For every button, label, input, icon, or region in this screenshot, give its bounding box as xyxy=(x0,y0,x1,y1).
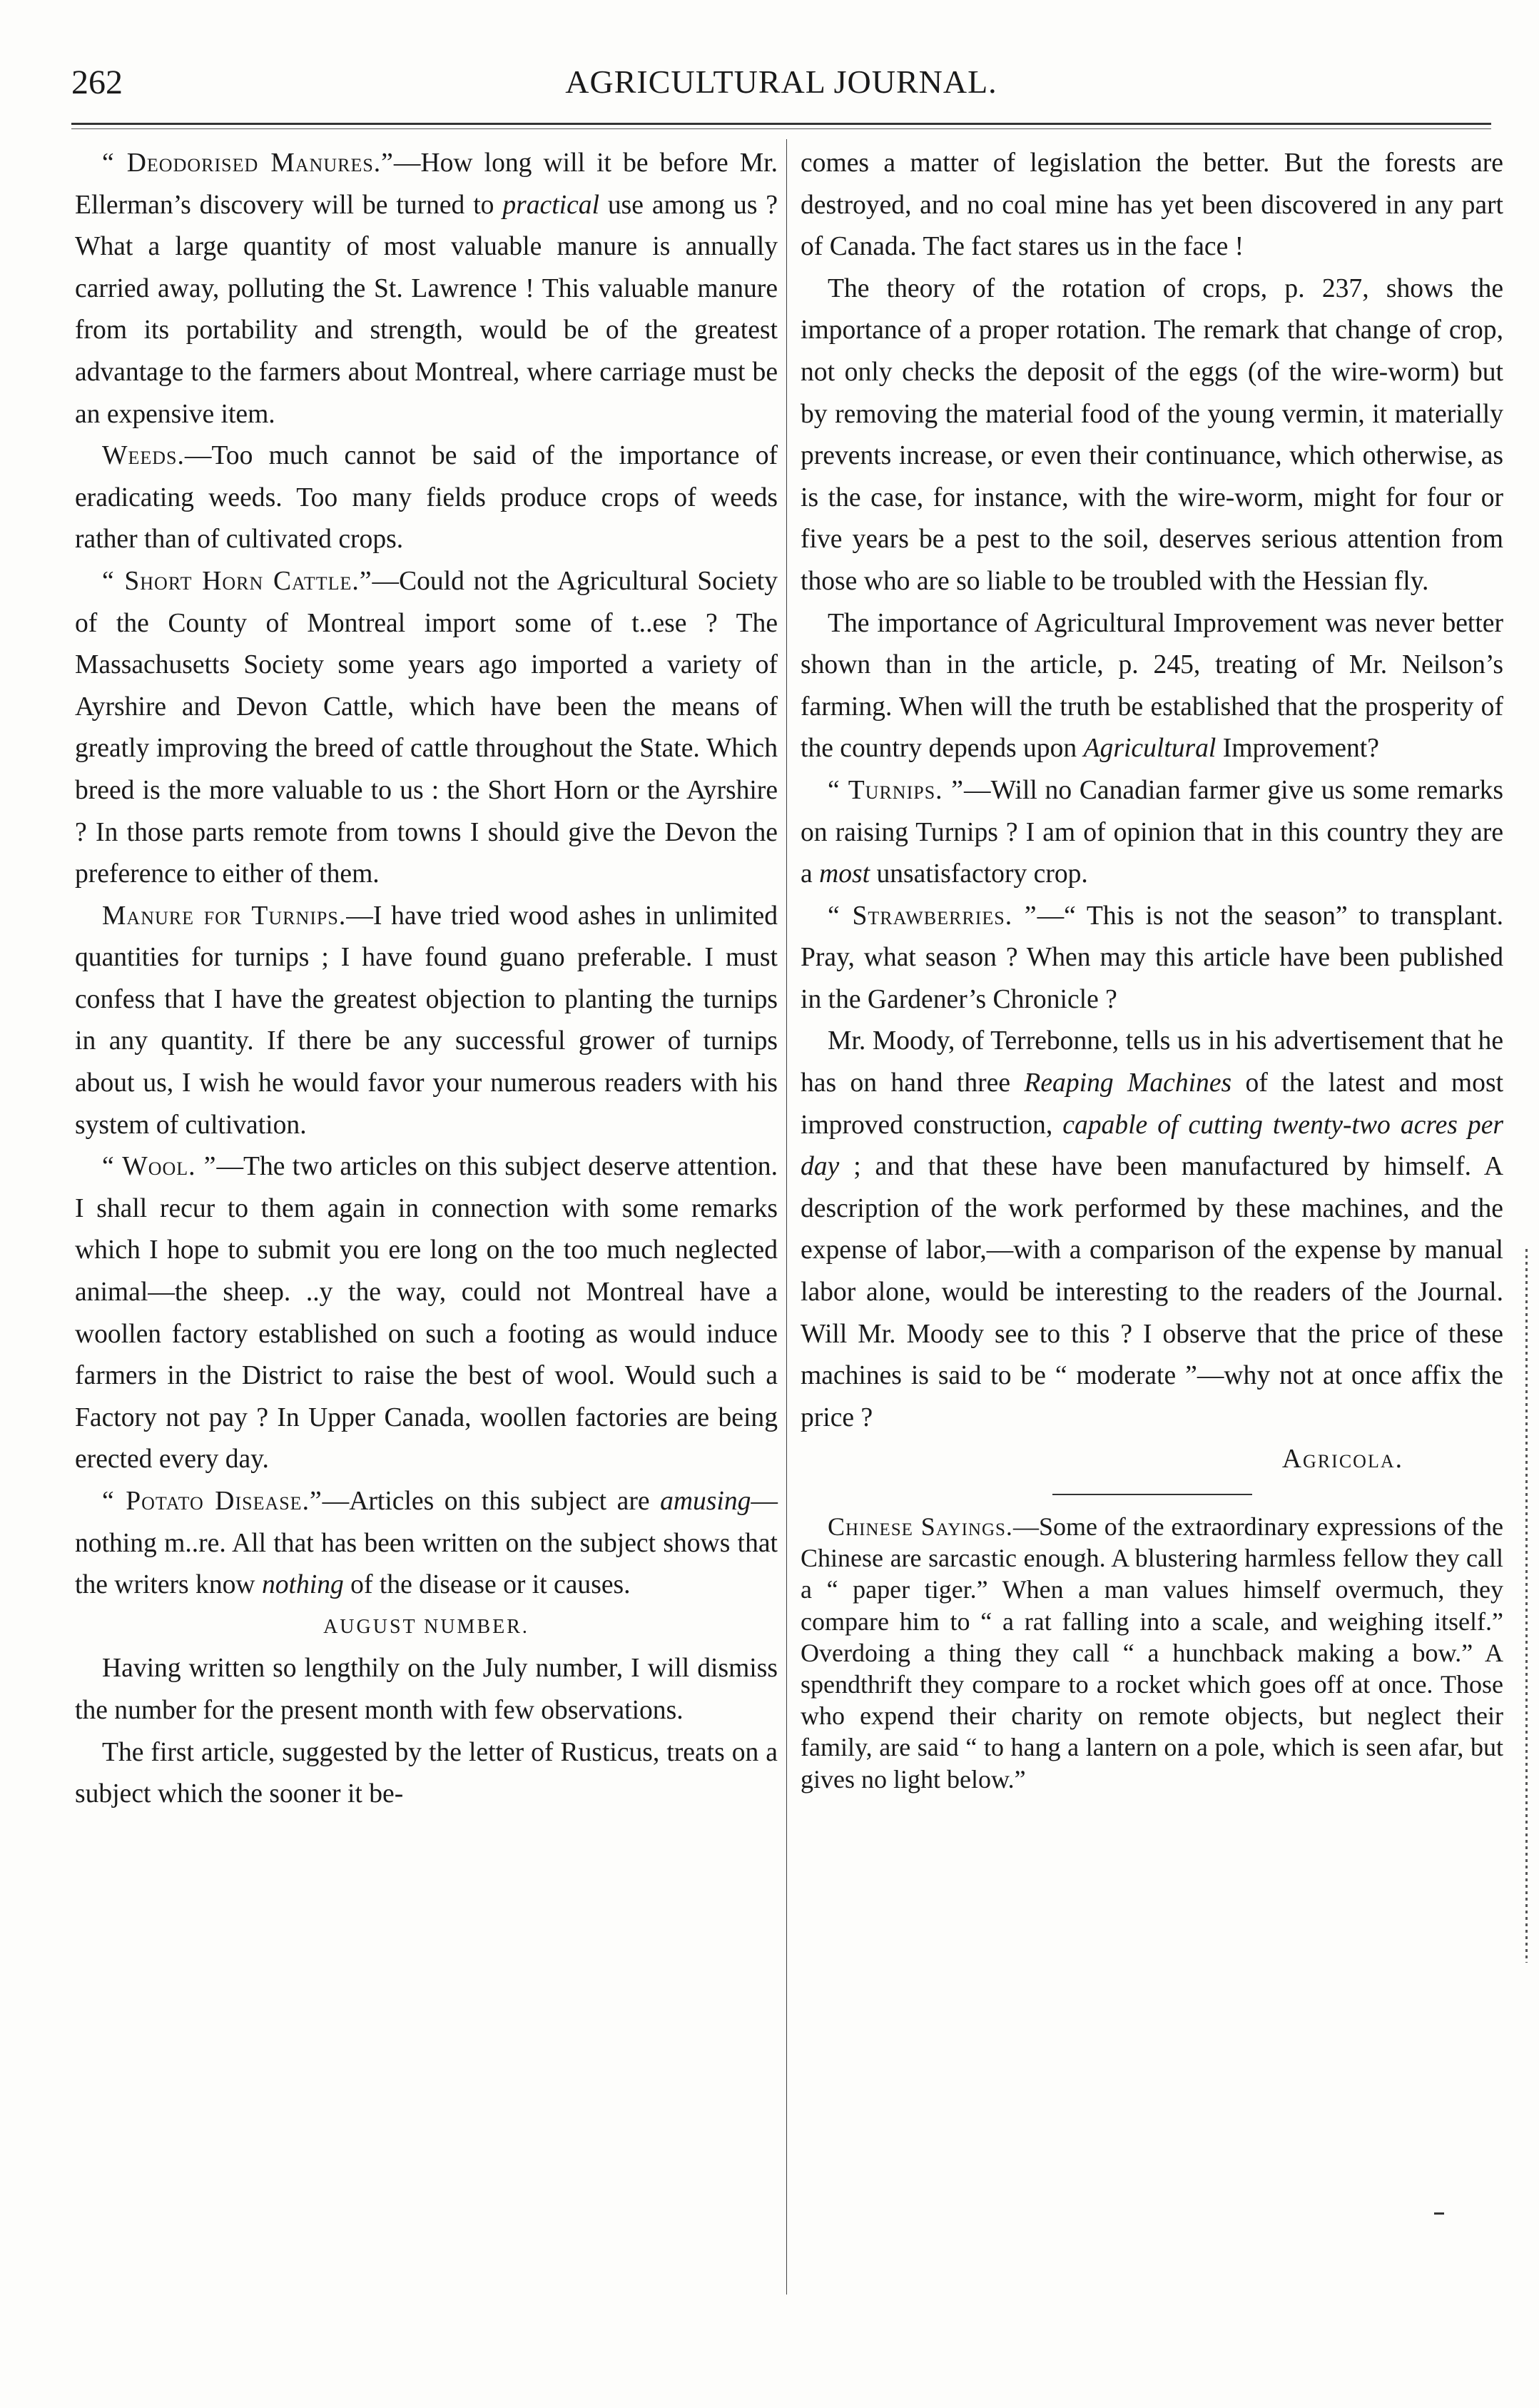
text: —How long will it be before Mr. Ellerman’s discovery will be turned to xyxy=(75,148,778,220)
journal-title: AGRICULTURAL JOURNAL. xyxy=(565,64,997,100)
page-number: 262 xyxy=(71,64,123,101)
emphasis: practical xyxy=(502,190,600,220)
paragraph-potato-disease xyxy=(75,1481,778,1607)
text: —Articles on this subject are xyxy=(322,1487,661,1516)
paragraph-reaping-machines xyxy=(801,1021,1503,1439)
text: Improvement? xyxy=(1216,734,1379,764)
emphasis: nothing xyxy=(261,1570,344,1600)
header-rule-thin xyxy=(71,128,1491,129)
paragraph-weeds xyxy=(75,435,778,561)
text: —“ This is not the season” to transplant. Pray, what season ? When may this article have been published in the Gardener’s Chronicle ? xyxy=(801,901,1503,1014)
text: Mr. Moody, of Terrebonne, tells us in his advertisement that he has on hand three xyxy=(801,1026,1503,1098)
lead-manure-for-turnips: Manure for Turnips. xyxy=(102,901,347,931)
paragraph-continuation: comes a matter of legislation the better. But the forests are destroyed, and no coal mine has yet been discovered in any part of Canada. The fact stares us in the face ! xyxy=(801,148,1503,262)
paragraph-turnips xyxy=(801,770,1503,896)
signature-agricola: Agricola. xyxy=(1281,1445,1403,1474)
text: of the disease or it causes. xyxy=(343,1570,631,1600)
lead-turnips: “ Turnips. ” xyxy=(828,775,964,805)
lead-short-horn-cattle: “ Short Horn Cattle.” xyxy=(102,566,372,596)
paragraph-wool xyxy=(75,1146,778,1481)
text: The importance of Agricultural Improvement was never better shown than in the article, p. 245, treating of Mr. Neilson’s farming. When will the truth be established that the prosperity of the country depends upon xyxy=(801,608,1503,764)
lead-deodorised-manures: “ Deodorised Manures.” xyxy=(102,148,394,178)
column-divider xyxy=(786,139,787,2295)
right-column xyxy=(801,143,1503,1795)
text: of the latest and most improved construction, xyxy=(801,1068,1504,1140)
emphasis: most xyxy=(819,859,870,889)
paragraph-first-article: The first article, suggested by the letter of Rusticus, treats on a subject which the sooner it be- xyxy=(75,1737,778,1809)
lead-potato-disease: “ Potato Disease.” xyxy=(102,1487,322,1516)
paragraph-agricultural-improvement xyxy=(801,603,1503,770)
paragraph-chinese-sayings xyxy=(801,1511,1503,1795)
text: —Too much cannot be said of the importance of eradicating weeds. Too many fields produce crops of weeds rather than of cultivated crops. xyxy=(75,441,778,555)
emphasis: Agricultural xyxy=(1083,734,1217,764)
emphasis: Reaping Machines xyxy=(1024,1068,1232,1098)
text: —I have tried wood ashes in unlimited quantities for turnips ; I have found guano preferable. I must confess that I have the greatest objection to planting the turnips in any quantity. If there be any successful grower of turnips about us, I wish he would favor your numerous readers with his system of cultivation. xyxy=(75,901,778,1140)
section-divider xyxy=(1052,1494,1252,1495)
page-header xyxy=(71,63,1491,113)
text: —The two articles on this subject deserve attention. I shall recur to them again in connection with some remarks which I hope to submit you ere long on the too much neglected animal—the sheep. ..y the way, could not Montreal have a woollen factory established on such a footing as would induce farmers in the District to raise the best of wool. Would such a Factory not pay ? In Upper Canada, woollen factories are being erected every day. xyxy=(75,1152,778,1474)
paragraph-short-horn-cattle xyxy=(75,561,778,896)
text: ; and that these have been manufactured by himself. A description of the work performed by these machines, and the expense of labor,—with a comparison of the expense by manual labor alone, would be interesting to the readers of the Journal. Will Mr. Moody see to this ? I observe that the price of these machines is said to be “ moderate ”—why not at once affix the price ? xyxy=(801,1152,1503,1432)
august-number-heading: AUGUST NUMBER. xyxy=(323,1615,529,1638)
printer-mark xyxy=(1434,2212,1444,2215)
text: —Could not the Agricultural Society of the County of Montreal import some of t..ese ? The Massachusetts Society some years ago imported a variety of Ayrshire and Devon Cattle, which have been the means of greatly improving the breed of cattle throughout the State. Which breed is the more valuable to us : the Short Horn or the Ayrshire ? In those parts remote from towns I should give the Devon the preference to either of them. xyxy=(75,566,778,889)
text: —Will no Canadian farmer give us some remarks on raising Turnips ? I am of opinion that in this country they are a xyxy=(801,775,1504,889)
lead-wool: “ Wool. ” xyxy=(102,1152,217,1182)
text: —nothing m..re. All that has been written on the subject shows that the writers know xyxy=(75,1487,778,1600)
lead-strawberries: “ Strawberries. ” xyxy=(828,901,1037,931)
text: use among us ? What a large quantity of most valuable manure is annually carried away, polluting the St. Lawrence ! This valuable manure from its portability and strength, would be of the greatest advantage to the farmers about Montreal, where carriage must be an expensive item. xyxy=(75,190,778,429)
left-column xyxy=(75,143,778,1816)
paragraph-manure-for-turnips xyxy=(75,896,778,1147)
text: —Some of the extraordinary expressions of the Chinese are sarcastic enough. A blustering harmless fellow they call a “ paper tiger.” When a man values himself overmuch, they compare him to “ a rat falling into a scale, and weighing itself.” Overdoing a thing they call “ a hunchback making a bow.” A spendthrift they compare to a rocket which goes off at once. Those who expend their charity on remote objects, but neglect their family, are said “ to hang a lantern on a pole, which is seen afar, but gives no light below.” xyxy=(801,1512,1503,1794)
paragraph-having-written: Having written so lengthily on the July number, I will dismiss the number for the present month with few observations. xyxy=(75,1654,778,1725)
paragraph-rotation-of-crops: The theory of the rotation of crops, p. 237, shows the importance of a proper rotation. The remark that change of crop, not only checks the deposit of the eggs (of the wire-worm) but by removing the material food of the young vermin, it materially prevents increase, or even their continuance, which otherwise, as is the case, for instance, with the wire-worm, might for four or five years be a pest to the soil, deserves serious attention from those who are so liable to be troubled with the Hessian fly. xyxy=(801,273,1503,596)
paragraph-deodorised-manures xyxy=(75,143,778,435)
page-edge-binding xyxy=(1525,1249,1528,1963)
lead-weeds: Weeds. xyxy=(102,441,185,471)
emphasis: capable of cutting twenty-two acres per day xyxy=(801,1110,1503,1182)
emphasis: amusing xyxy=(660,1487,751,1516)
text: unsatisfactory crop. xyxy=(870,859,1088,889)
lead-chinese-sayings: Chinese Sayings. xyxy=(828,1512,1013,1541)
paragraph-strawberries xyxy=(801,896,1503,1021)
header-rule xyxy=(71,123,1491,125)
